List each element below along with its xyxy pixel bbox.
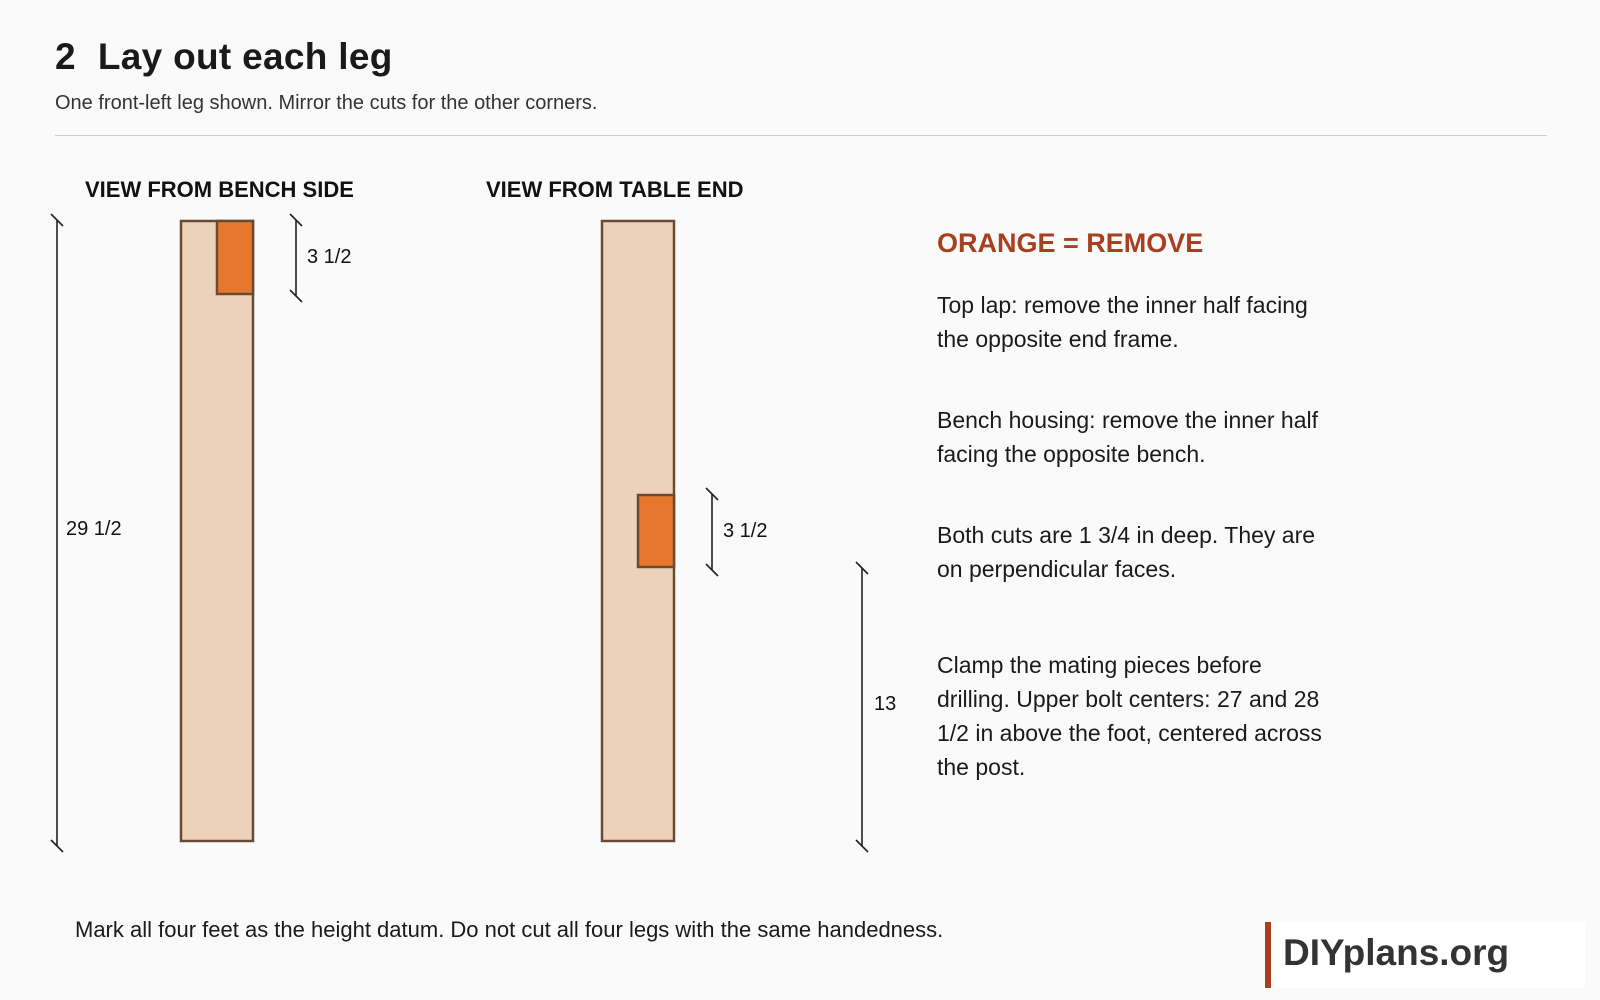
- housing-label: 3 1/2: [723, 520, 768, 542]
- step-title: Lay out each leg: [97, 36, 393, 77]
- overall-height-dimension: [51, 214, 63, 852]
- bench-housing-cut: [638, 495, 674, 567]
- top-lap-label: 3 1/2: [307, 246, 352, 268]
- page-subtitle: One front-left leg shown. Mirror the cuts for the other corners.: [55, 92, 598, 114]
- housing-height-label: 13: [874, 693, 897, 715]
- note-top-lap: Top lap: remove the inner half facing the opposite end frame.: [937, 292, 1308, 352]
- note-clamp-drilling: Clamp the mating pieces before drilling. Upper bolt centers: 27 and 28 1/2 in above the foot, centered across the post.: [937, 652, 1322, 780]
- bench-side-view-label: VIEW FROM BENCH SIDE: [85, 177, 354, 202]
- brand-logo: DIYplans.org: [1265, 922, 1585, 988]
- table-end-view-label: VIEW FROM TABLE END: [486, 177, 744, 202]
- top-lap-dimension: [290, 214, 302, 302]
- top-lap-cut: [217, 221, 253, 294]
- legend-panel: [937, 228, 1327, 780]
- bench-side-leg: [181, 221, 253, 841]
- note-bench-housing: Bench housing: remove the inner half facing the opposite bench.: [937, 407, 1319, 467]
- step-number: 2: [55, 36, 76, 77]
- housing-dimension: [706, 488, 718, 576]
- note-cut-depth: Both cuts are 1 3/4 in deep. They are on perpendicular faces.: [937, 522, 1316, 582]
- legend-title: ORANGE = REMOVE: [937, 228, 1204, 258]
- overall-height-label: 29 1/2: [66, 518, 122, 540]
- footer-note: Mark all four feet as the height datum. Do not cut all four legs with the same handedness.: [75, 917, 944, 942]
- housing-height-dimension: [856, 562, 868, 852]
